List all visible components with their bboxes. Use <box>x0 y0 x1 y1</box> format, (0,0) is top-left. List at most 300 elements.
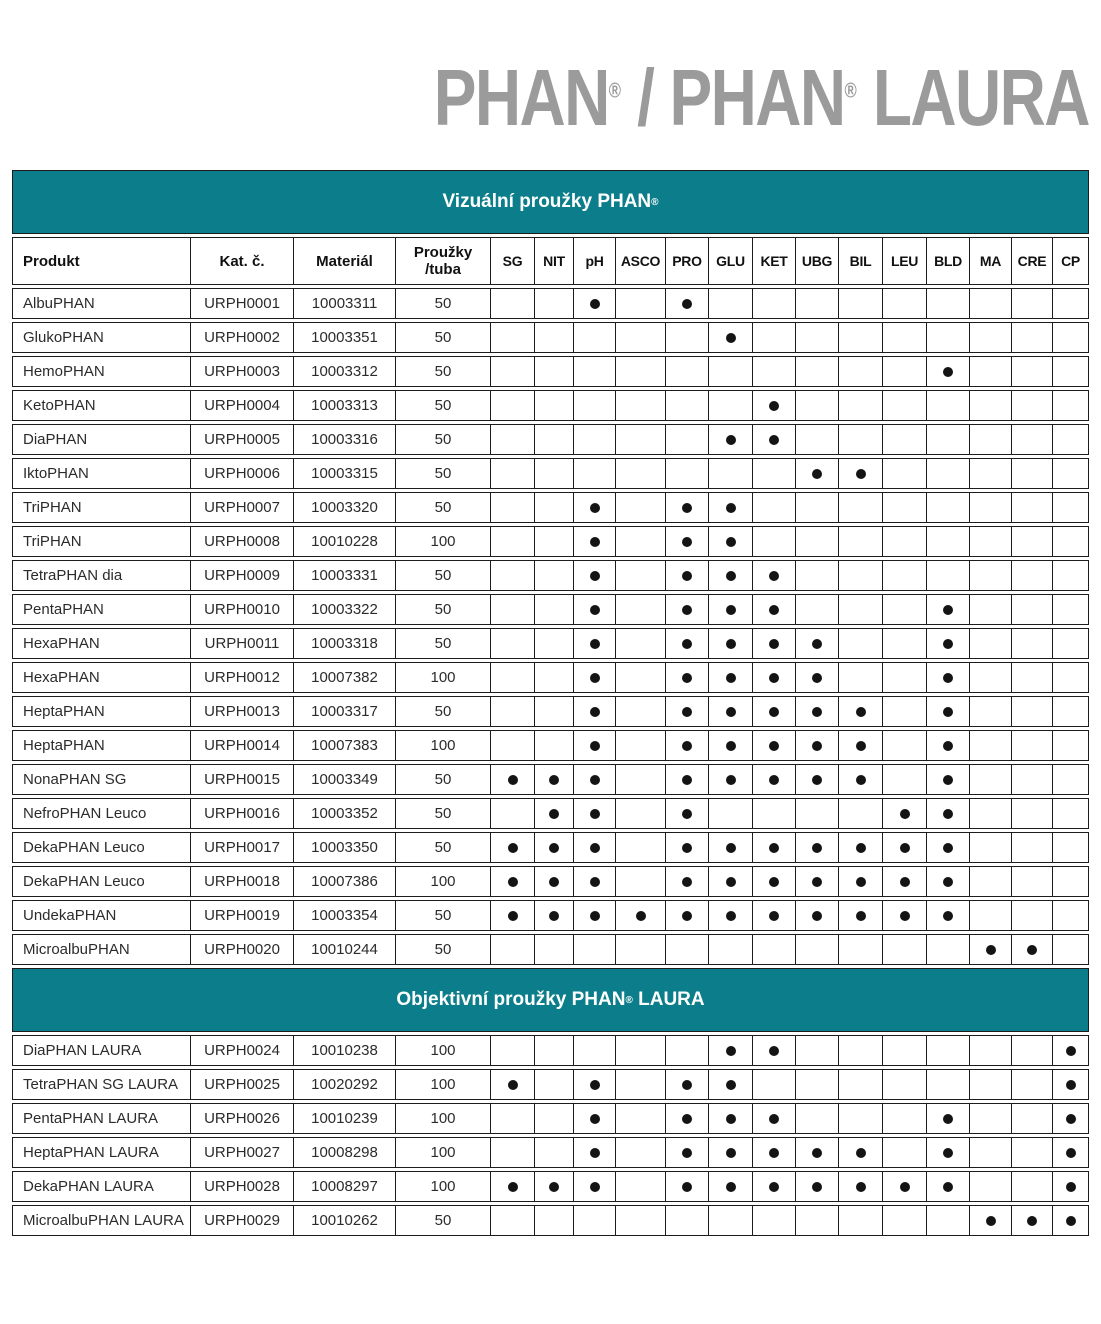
table-row <box>12 832 1089 863</box>
cell-param-pH <box>573 765 615 794</box>
cell-param-KET <box>752 663 795 692</box>
cell-material: 10003311 <box>293 289 395 318</box>
dot-indicator <box>812 775 822 785</box>
cell-param-NIT <box>534 867 573 896</box>
dot-indicator <box>508 775 518 785</box>
cell-param-PRO <box>665 1206 708 1235</box>
cell-param-GLU <box>708 1036 752 1065</box>
cell-param-UBG <box>795 561 838 590</box>
cell-param-ASCO <box>615 527 665 556</box>
cell-param-CRE <box>1011 1206 1052 1235</box>
cell-param-CRE <box>1011 901 1052 930</box>
page-title-text: PHAN® / PHAN® LAURA <box>433 53 1089 142</box>
cell-param-UBG <box>795 425 838 454</box>
dot-indicator <box>900 1182 910 1192</box>
cell-param-ASCO <box>615 935 665 964</box>
dot-indicator <box>812 843 822 853</box>
cell-param-GLU <box>708 561 752 590</box>
registered-mark: ® <box>651 196 659 208</box>
cell-param-BIL <box>838 323 882 352</box>
dot-indicator <box>943 1114 953 1124</box>
cell-param-SG <box>490 1036 534 1065</box>
dot-indicator <box>1066 1216 1076 1226</box>
cell-param-CP <box>1052 459 1088 488</box>
cell-param-CRE <box>1011 595 1052 624</box>
cell-param-BLD <box>926 1036 969 1065</box>
cell-param-BIL <box>838 459 882 488</box>
cell-param-GLU <box>708 765 752 794</box>
cell-produkt: UndekaPHAN <box>23 907 117 924</box>
cell-param-pH <box>573 391 615 420</box>
cell-param-PRO <box>665 289 708 318</box>
column-header-SG: SG <box>490 238 534 284</box>
cell-param-CP <box>1052 901 1088 930</box>
dot-indicator <box>549 1182 559 1192</box>
cell-produkt: HemoPHAN <box>23 363 105 380</box>
dot-indicator <box>590 1114 600 1124</box>
dot-indicator <box>590 843 600 853</box>
dot-indicator <box>590 571 600 581</box>
cell-param-NIT <box>534 935 573 964</box>
cell-param-pH <box>573 1070 615 1099</box>
column-header-GLU: GLU <box>708 238 752 284</box>
cell-param-pH <box>573 323 615 352</box>
cell-strips: 50 <box>395 1206 490 1235</box>
cell-param-UBG <box>795 935 838 964</box>
cell-kat: URPH0026 <box>190 1104 293 1133</box>
cell-produkt: AlbuPHAN <box>23 295 95 312</box>
cell-produkt: TriPHAN <box>23 533 82 550</box>
cell-strips: 50 <box>395 289 490 318</box>
cell-param-ASCO <box>615 1138 665 1167</box>
section-header <box>12 170 1089 234</box>
cell-strips: 50 <box>395 833 490 862</box>
cell-param-LEU <box>882 1206 926 1235</box>
cell-param-LEU <box>882 1104 926 1133</box>
dot-indicator <box>769 605 779 615</box>
cell-param-CRE <box>1011 357 1052 386</box>
cell-param-GLU <box>708 1138 752 1167</box>
cell-param-BIL <box>838 1070 882 1099</box>
dot-indicator <box>726 571 736 581</box>
cell-material: 10003315 <box>293 459 395 488</box>
cell-param-KET <box>752 493 795 522</box>
dot-indicator <box>726 605 736 615</box>
cell-param-SG <box>490 289 534 318</box>
cell-param-SG <box>490 663 534 692</box>
cell-param-UBG <box>795 731 838 760</box>
dot-indicator <box>769 775 779 785</box>
cell-kat: URPH0001 <box>190 289 293 318</box>
cell-param-LEU <box>882 1138 926 1167</box>
cell-strips: 50 <box>395 425 490 454</box>
cell-strips: 100 <box>395 867 490 896</box>
cell-param-MA <box>969 867 1011 896</box>
column-header-line: Proužky <box>413 243 473 261</box>
dot-indicator <box>856 1182 866 1192</box>
cell-param-NIT <box>534 527 573 556</box>
cell-param-GLU <box>708 595 752 624</box>
dot-indicator <box>726 1080 736 1090</box>
table-row <box>12 764 1089 795</box>
cell-param-NIT <box>534 357 573 386</box>
cell-kat: URPH0017 <box>190 833 293 862</box>
dot-indicator <box>590 911 600 921</box>
dot-indicator <box>812 1182 822 1192</box>
cell-param-pH <box>573 1138 615 1167</box>
cell-param-SG <box>490 765 534 794</box>
cell-param-SG <box>490 629 534 658</box>
cell-param-KET <box>752 765 795 794</box>
dot-indicator <box>726 775 736 785</box>
cell-param-PRO <box>665 595 708 624</box>
cell-param-PRO <box>665 867 708 896</box>
column-header-CRE: CRE <box>1011 238 1052 284</box>
cell-param-ASCO <box>615 1172 665 1201</box>
cell-param-GLU <box>708 323 752 352</box>
cell-param-LEU <box>882 663 926 692</box>
cell-strips: 50 <box>395 391 490 420</box>
registered-mark: ® <box>844 79 857 103</box>
cell-param-UBG <box>795 1172 838 1201</box>
cell-param-SG <box>490 935 534 964</box>
cell-param-UBG <box>795 1036 838 1065</box>
dot-indicator <box>726 741 736 751</box>
column-header-ASCO: ASCO <box>615 238 665 284</box>
cell-param-MA <box>969 833 1011 862</box>
cell-kat: URPH0029 <box>190 1206 293 1235</box>
dot-indicator <box>590 503 600 513</box>
dot-indicator <box>856 775 866 785</box>
cell-produkt: DiaPHAN <box>23 431 88 448</box>
cell-param-BIL <box>838 935 882 964</box>
cell-param-BLD <box>926 595 969 624</box>
cell-strips: 100 <box>395 1036 490 1065</box>
cell-material: 10010238 <box>293 1036 395 1065</box>
cell-param-ASCO <box>615 425 665 454</box>
cell-param-SG <box>490 731 534 760</box>
cell-param-BIL <box>838 357 882 386</box>
cell-kat: URPH0003 <box>190 357 293 386</box>
cell-param-CRE <box>1011 561 1052 590</box>
cell-param-CP <box>1052 357 1088 386</box>
cell-param-LEU <box>882 731 926 760</box>
cell-param-pH <box>573 833 615 862</box>
cell-param-pH <box>573 527 615 556</box>
cell-produkt: IktoPHAN <box>23 465 89 482</box>
column-header-material: Materiál <box>293 238 395 284</box>
cell-param-BIL <box>838 1036 882 1065</box>
cell-param-NIT <box>534 629 573 658</box>
cell-param-NIT <box>534 799 573 828</box>
cell-param-NIT <box>534 765 573 794</box>
cell-param-UBG <box>795 901 838 930</box>
cell-param-SG <box>490 697 534 726</box>
dot-indicator <box>590 877 600 887</box>
cell-param-MA <box>969 1070 1011 1099</box>
cell-param-BLD <box>926 833 969 862</box>
cell-param-CRE <box>1011 935 1052 964</box>
dot-indicator <box>508 1080 518 1090</box>
dot-indicator <box>726 1182 736 1192</box>
cell-param-CP <box>1052 731 1088 760</box>
dot-indicator <box>943 707 953 717</box>
cell-param-GLU <box>708 527 752 556</box>
cell-strips: 100 <box>395 1138 490 1167</box>
cell-material: 10020292 <box>293 1070 395 1099</box>
table-row <box>12 696 1089 727</box>
dot-indicator <box>682 775 692 785</box>
cell-param-ASCO <box>615 1070 665 1099</box>
cell-param-PRO <box>665 901 708 930</box>
cell-param-pH <box>573 595 615 624</box>
cell-param-ASCO <box>615 765 665 794</box>
dot-indicator <box>900 843 910 853</box>
cell-param-SG <box>490 901 534 930</box>
dot-indicator <box>856 707 866 717</box>
cell-param-MA <box>969 493 1011 522</box>
cell-param-SG <box>490 833 534 862</box>
cell-produkt: PentaPHAN <box>23 601 104 618</box>
cell-param-ASCO <box>615 799 665 828</box>
cell-kat: URPH0028 <box>190 1172 293 1201</box>
dot-indicator <box>549 911 559 921</box>
cell-param-CRE <box>1011 459 1052 488</box>
cell-param-LEU <box>882 425 926 454</box>
cell-strips: 100 <box>395 731 490 760</box>
dot-indicator <box>726 1114 736 1124</box>
dot-indicator <box>726 537 736 547</box>
cell-param-pH <box>573 935 615 964</box>
cell-strips: 50 <box>395 595 490 624</box>
column-header-CP: CP <box>1052 238 1088 284</box>
dot-indicator <box>682 911 692 921</box>
column-header-kat: Kat. č. <box>190 238 293 284</box>
cell-param-ASCO <box>615 833 665 862</box>
cell-param-BLD <box>926 459 969 488</box>
cell-produkt: TriPHAN <box>23 499 82 516</box>
cell-param-CRE <box>1011 799 1052 828</box>
cell-param-UBG <box>795 1206 838 1235</box>
dot-indicator <box>549 809 559 819</box>
cell-param-GLU <box>708 425 752 454</box>
cell-param-CRE <box>1011 391 1052 420</box>
cell-param-CP <box>1052 289 1088 318</box>
cell-param-BIL <box>838 867 882 896</box>
dot-indicator <box>812 639 822 649</box>
cell-param-PRO <box>665 765 708 794</box>
dot-indicator <box>682 639 692 649</box>
cell-param-SG <box>490 1070 534 1099</box>
cell-param-KET <box>752 1070 795 1099</box>
cell-strips: 50 <box>395 629 490 658</box>
dot-indicator <box>590 1148 600 1158</box>
cell-param-pH <box>573 561 615 590</box>
section-title-suffix: LAURA <box>632 989 705 1010</box>
dot-indicator <box>986 945 996 955</box>
cell-param-GLU <box>708 459 752 488</box>
dot-indicator <box>943 673 953 683</box>
cell-kat: URPH0007 <box>190 493 293 522</box>
cell-param-pH <box>573 697 615 726</box>
cell-param-UBG <box>795 1104 838 1133</box>
cell-param-CP <box>1052 561 1088 590</box>
cell-param-PRO <box>665 833 708 862</box>
cell-param-PRO <box>665 1172 708 1201</box>
cell-param-GLU <box>708 663 752 692</box>
cell-param-UBG <box>795 1138 838 1167</box>
dot-indicator <box>1066 1080 1076 1090</box>
cell-param-CP <box>1052 935 1088 964</box>
table-row <box>12 866 1089 897</box>
cell-param-MA <box>969 595 1011 624</box>
cell-param-LEU <box>882 323 926 352</box>
cell-param-LEU <box>882 493 926 522</box>
dot-indicator <box>769 911 779 921</box>
cell-produkt: KetoPHAN <box>23 397 96 414</box>
cell-param-KET <box>752 935 795 964</box>
cell-param-SG <box>490 867 534 896</box>
cell-kat: URPH0025 <box>190 1070 293 1099</box>
dot-indicator <box>590 299 600 309</box>
column-header-UBG: UBG <box>795 238 838 284</box>
cell-material: 10010262 <box>293 1206 395 1235</box>
cell-param-BLD <box>926 1070 969 1099</box>
cell-param-BIL <box>838 561 882 590</box>
cell-strips: 50 <box>395 561 490 590</box>
cell-param-UBG <box>795 1070 838 1099</box>
cell-kat: URPH0004 <box>190 391 293 420</box>
cell-param-BLD <box>926 629 969 658</box>
dot-indicator <box>682 877 692 887</box>
cell-param-BLD <box>926 765 969 794</box>
cell-kat: URPH0009 <box>190 561 293 590</box>
cell-param-UBG <box>795 867 838 896</box>
cell-produkt: DekaPHAN LAURA <box>23 1178 154 1195</box>
cell-param-GLU <box>708 697 752 726</box>
cell-param-BIL <box>838 663 882 692</box>
dot-indicator <box>682 605 692 615</box>
cell-param-PRO <box>665 629 708 658</box>
dot-indicator <box>682 843 692 853</box>
cell-param-MA <box>969 697 1011 726</box>
dot-indicator <box>682 1080 692 1090</box>
cell-param-MA <box>969 1206 1011 1235</box>
cell-param-ASCO <box>615 357 665 386</box>
dot-indicator <box>682 571 692 581</box>
cell-param-CRE <box>1011 1070 1052 1099</box>
cell-param-CRE <box>1011 867 1052 896</box>
cell-produkt: DekaPHAN Leuco <box>23 839 145 856</box>
cell-param-CP <box>1052 1070 1088 1099</box>
cell-param-ASCO <box>615 391 665 420</box>
cell-param-UBG <box>795 391 838 420</box>
table-row <box>12 594 1089 625</box>
cell-kat: URPH0019 <box>190 901 293 930</box>
cell-param-CP <box>1052 663 1088 692</box>
cell-param-BIL <box>838 833 882 862</box>
cell-param-BIL <box>838 425 882 454</box>
dot-indicator <box>590 639 600 649</box>
cell-kat: URPH0024 <box>190 1036 293 1065</box>
cell-param-NIT <box>534 1070 573 1099</box>
column-header-PRO: PRO <box>665 238 708 284</box>
cell-param-MA <box>969 935 1011 964</box>
cell-param-CRE <box>1011 527 1052 556</box>
dot-indicator <box>726 1148 736 1158</box>
cell-param-MA <box>969 527 1011 556</box>
cell-param-UBG <box>795 833 838 862</box>
cell-param-SG <box>490 493 534 522</box>
dot-indicator <box>769 1046 779 1056</box>
cell-param-LEU <box>882 935 926 964</box>
cell-param-LEU <box>882 867 926 896</box>
cell-material: 10007382 <box>293 663 395 692</box>
cell-param-CP <box>1052 629 1088 658</box>
cell-param-MA <box>969 629 1011 658</box>
cell-produkt: HeptaPHAN <box>23 703 105 720</box>
cell-material: 10003352 <box>293 799 395 828</box>
cell-param-BLD <box>926 663 969 692</box>
cell-param-GLU <box>708 867 752 896</box>
dot-indicator <box>856 877 866 887</box>
registered-mark: ® <box>625 994 633 1006</box>
cell-param-PRO <box>665 1138 708 1167</box>
cell-param-PRO <box>665 799 708 828</box>
cell-param-UBG <box>795 323 838 352</box>
cell-material: 10003312 <box>293 357 395 386</box>
dot-indicator <box>943 877 953 887</box>
cell-kat: URPH0008 <box>190 527 293 556</box>
cell-strips: 100 <box>395 1172 490 1201</box>
column-header-KET: KET <box>752 238 795 284</box>
cell-param-CP <box>1052 799 1088 828</box>
cell-param-pH <box>573 1172 615 1201</box>
cell-param-ASCO <box>615 323 665 352</box>
cell-param-BIL <box>838 289 882 318</box>
dot-indicator <box>856 911 866 921</box>
dot-indicator <box>549 775 559 785</box>
cell-param-pH <box>573 901 615 930</box>
dot-indicator <box>549 877 559 887</box>
dot-indicator <box>682 537 692 547</box>
cell-param-ASCO <box>615 731 665 760</box>
dot-indicator <box>812 1148 822 1158</box>
dot-indicator <box>508 1182 518 1192</box>
dot-indicator <box>1027 945 1037 955</box>
cell-param-BIL <box>838 731 882 760</box>
dot-indicator <box>682 741 692 751</box>
table-row <box>12 458 1089 489</box>
cell-param-CP <box>1052 595 1088 624</box>
cell-param-KET <box>752 391 795 420</box>
dot-indicator <box>726 333 736 343</box>
cell-param-UBG <box>795 697 838 726</box>
cell-produkt: HexaPHAN <box>23 669 100 686</box>
cell-param-PRO <box>665 1070 708 1099</box>
cell-param-LEU <box>882 765 926 794</box>
cell-strips: 100 <box>395 1070 490 1099</box>
dot-indicator <box>943 1148 953 1158</box>
cell-param-PRO <box>665 935 708 964</box>
dot-indicator <box>726 639 736 649</box>
cell-param-SG <box>490 1206 534 1235</box>
cell-param-SG <box>490 1138 534 1167</box>
table-row <box>12 798 1089 829</box>
cell-param-KET <box>752 629 795 658</box>
cell-param-MA <box>969 323 1011 352</box>
dot-indicator <box>856 843 866 853</box>
